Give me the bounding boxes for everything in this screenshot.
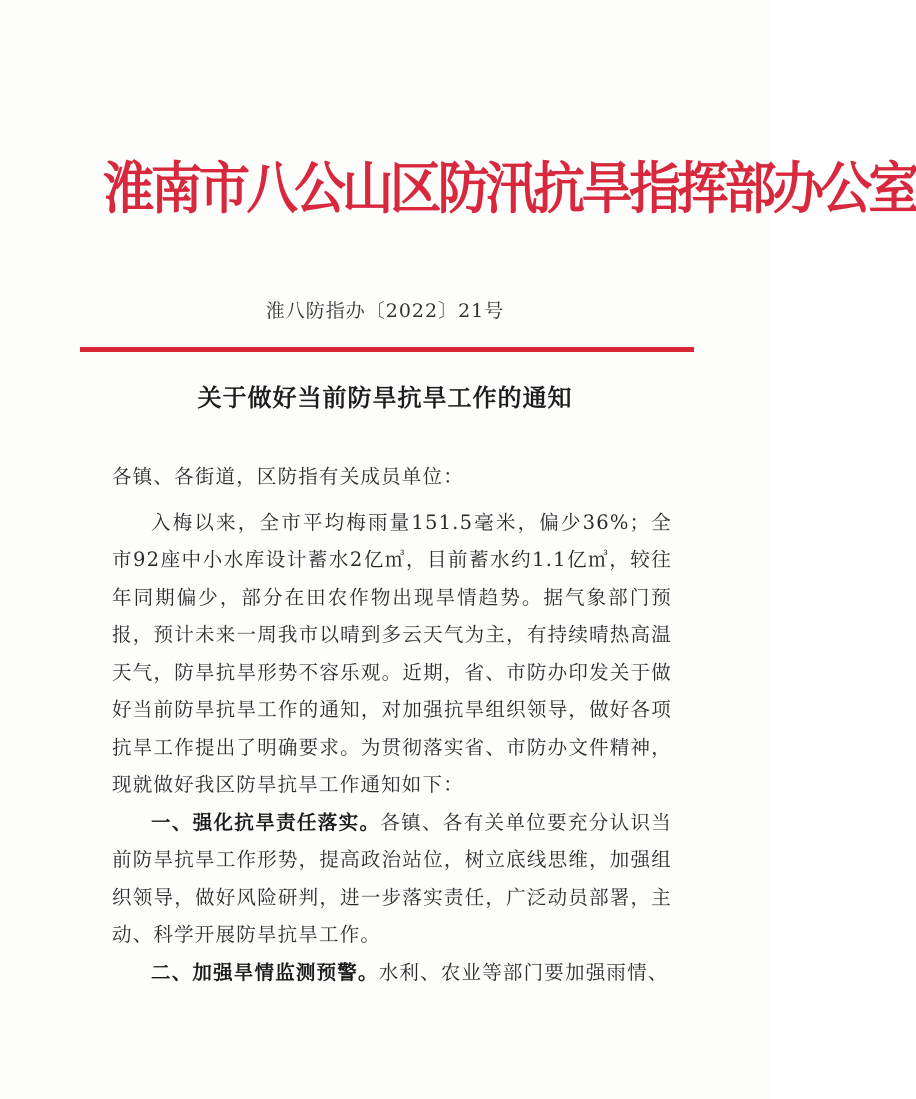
section-1-text: 各镇、各有关单位要充分认识当前防旱抗旱工作形势，提高政治站位，树立底线思维，加强组织领导，做好风险研判，进一步落实责任，广泛动员部署，主动、科学开展防旱抗旱工作。 bbox=[112, 810, 673, 946]
document-number: 淮八防指办〔2022〕21号 bbox=[265, 300, 505, 322]
section-2-heading: 二、加强旱情监测预警。 bbox=[151, 960, 379, 984]
paragraph-intro-part3: ，较往年同期偏少，部分在田农作物出现旱情趋势。据气象部门预报，预计未来一周我市以晴到多云天气为主，有持续晴热高温天气，防旱抗旱形势不容乐观。近期，省、市防办印发关于做好当前防旱抗旱工作的通知，对加强抗旱组织领导，做好各项抗旱工作提出了明确要求。为贯彻落实省、市防办文件精神，现就做好我区防旱抗旱工作通知如下： bbox=[112, 548, 672, 796]
red-separator-line bbox=[80, 347, 694, 352]
document-body bbox=[112, 458, 672, 991]
section-1-heading: 一、强化抗旱责任落实。 bbox=[151, 810, 381, 834]
salutation: 各镇、各街道，区防指有关成员单位： bbox=[112, 465, 464, 488]
paragraph-intro bbox=[112, 504, 672, 804]
document-title: 关于做好当前防旱抗旱工作的通知 bbox=[197, 383, 573, 412]
section-2-text: 水利、农业等部门要加强雨情、 bbox=[378, 960, 669, 984]
paragraph-intro-part1: 入梅以来，全市平均梅雨量151.5毫米，偏少36%；全市92座中小水库设计蓄水2亿㎥ bbox=[112, 510, 672, 571]
section-2 bbox=[112, 954, 672, 992]
section-1 bbox=[112, 804, 672, 954]
issuer-letterhead: 淮南市八公山区防汛抗旱指挥部办公室 bbox=[102, 157, 916, 222]
paragraph-intro-part2: ，目前蓄水约1.1亿㎥ bbox=[405, 548, 610, 571]
